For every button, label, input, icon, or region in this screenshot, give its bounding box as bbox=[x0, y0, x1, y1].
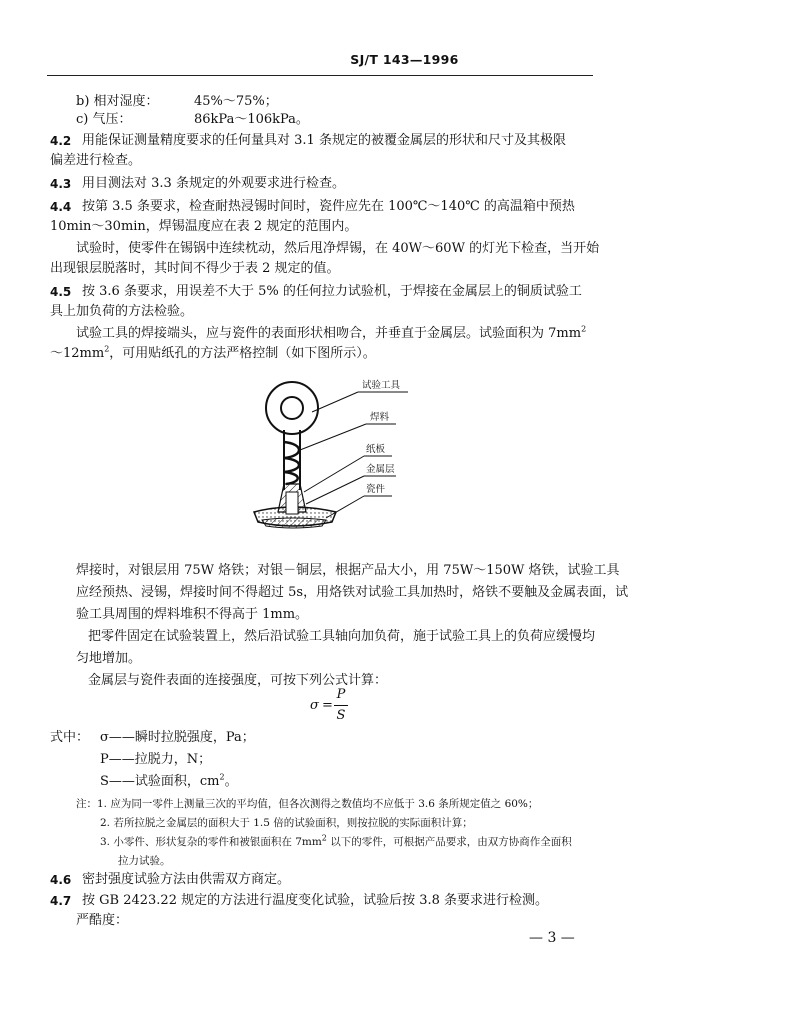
section-4-4-line3: 试验时，使零件在锡锅中连续枕动，然后甩净焊锡，在 40W～60W 的灯光下检查，当开始 bbox=[76, 241, 600, 256]
figure-label-cardboard: 纸板 bbox=[366, 444, 386, 455]
section-4-2-line2: 偏差进行检查。 bbox=[50, 153, 142, 168]
section-4-5-line3: 试验工具的焊接端头，应与瓷件的表面形状相吻合，并垂直于金属层。试验面积为 $7mm^2$ bbox=[76, 324, 587, 341]
welding-line1: 焊接时，对银层用 75W 烙铁；对银－铜层，根据产品大小，用 75W～150W 烙铁，试验工具 bbox=[76, 563, 620, 578]
formula-denominator: S bbox=[336, 708, 346, 723]
section-4-6-line1: 密封强度试验方法由供需双方商定。 bbox=[82, 872, 291, 887]
pressure-label: c) 气压： bbox=[76, 112, 132, 127]
where-intro: 式中： bbox=[50, 730, 90, 745]
formula-equals: = bbox=[322, 698, 333, 713]
test-tool-shaft bbox=[284, 430, 300, 490]
section-4-4-line1: 按第 3.5 条要求，检查耐热浸锡时间时，瓷件应先在 100℃～140℃ 的高温箱中预热 bbox=[82, 199, 575, 214]
test-tool-ring bbox=[266, 382, 318, 434]
figure-label-porcelain: 瓷件 bbox=[366, 484, 386, 495]
section-4-7-line1: 按 GB 2423.22 规定的方法进行温度变化试验，试验后按 3.8 条要求进行检测。 bbox=[82, 893, 549, 908]
formula-numerator: P bbox=[336, 687, 346, 702]
where-p-definition: P——拉脱力，N； bbox=[100, 752, 212, 767]
section-4-7-line2: 严酷度： bbox=[76, 913, 129, 928]
welding-line2: 应经预热、浸锡，焊接时间不得超过 5s，用烙铁对试验工具加热时，烙铁不要触及金属表面，试 bbox=[76, 585, 629, 600]
section-number-4-5: 4.5 bbox=[50, 285, 72, 299]
figure-label-metal-layer: 金属层 bbox=[366, 464, 395, 475]
section-number-4-4: 4.4 bbox=[50, 200, 72, 214]
welding-line4: 把零件固定在试验装置上，然后沿试验工具轴向加负荷，施于试验工具上的负荷应缓慢均 bbox=[88, 629, 596, 644]
strength-formula bbox=[304, 687, 364, 727]
note-3-line2: 拉力试验。 bbox=[118, 855, 171, 867]
welding-line6: 金属层与瓷件表面的连接强度，可按下列公式计算： bbox=[88, 673, 388, 688]
section-number-4-3: 4.3 bbox=[50, 177, 72, 191]
section-4-3-line1: 用目测法对 3.3 条规定的外观要求进行检查。 bbox=[82, 176, 345, 191]
porcelain-part bbox=[254, 492, 336, 528]
humidity-value: 45%～75%； bbox=[194, 94, 278, 109]
standard-code-header: SJ/T 143—1996 bbox=[350, 52, 459, 67]
section-number-4-7: 4.7 bbox=[50, 894, 72, 908]
welding-line3: 验工具周围的焊料堆积不得高于 1mm。 bbox=[76, 607, 309, 622]
welding-line5: 匀地增加。 bbox=[76, 651, 142, 666]
where-sigma-definition: σ——瞬时拉脱强度，Pa； bbox=[100, 730, 255, 745]
header-rule bbox=[47, 75, 593, 76]
page-number: — 3 — bbox=[529, 930, 575, 946]
solder-test-diagram bbox=[246, 372, 446, 542]
note-1: 注：1. 应为同一零件上测量三次的平均值，但各次测得之数值均不应低于 3.6 条所规定值之 60%； bbox=[76, 798, 539, 810]
figure-label-solder: 焊料 bbox=[370, 412, 390, 423]
where-s-definition: S——试验面积，$cm^2$。 bbox=[100, 772, 238, 789]
section-4-4-line2: 10min～30min，焊锡温度应在表 2 规定的范围内。 bbox=[50, 219, 358, 234]
note-2: 2. 若所拉脱之金属层的面积大于 1.5 倍的试验面积，则按拉脱的实际面积计算； bbox=[100, 817, 473, 829]
figure-label-test-tool: 试验工具 bbox=[362, 380, 401, 391]
section-number-4-6: 4.6 bbox=[50, 873, 72, 887]
leader-lines bbox=[300, 392, 408, 518]
section-4-5-line4: $\sim 12mm^2$，可用贴纸孔的方法严格控制（如下图所示）。 bbox=[50, 344, 376, 361]
note-3: 3. 小零件、形状复杂的零件和被银面积在 $7mm^2$ 以下的零件，可根据产品要求，由双方协商作全面积 bbox=[100, 833, 572, 848]
pressure-value: 86kPa～106kPa。 bbox=[194, 112, 309, 127]
section-4-5-line1: 按 3.6 条要求，用误差不大于 5% 的任何拉力试验机，于焊接在金属层上的铜质试验工 bbox=[82, 284, 582, 299]
section-4-2-line1: 用能保证测量精度要求的任何量具对 3.1 条规定的被覆金属层的形状和尺寸及其极限 bbox=[82, 133, 566, 148]
humidity-label: b) 相对湿度： bbox=[76, 94, 159, 109]
section-number-4-2: 4.2 bbox=[50, 134, 72, 148]
section-4-4-line4: 出现银层脱落时，其时间不得少于表 2 规定的值。 bbox=[50, 261, 340, 276]
formula-sigma: σ bbox=[310, 698, 319, 713]
section-4-5-line2: 具上加负荷的方法检验。 bbox=[50, 304, 194, 319]
formula-fraction-bar bbox=[334, 705, 348, 706]
